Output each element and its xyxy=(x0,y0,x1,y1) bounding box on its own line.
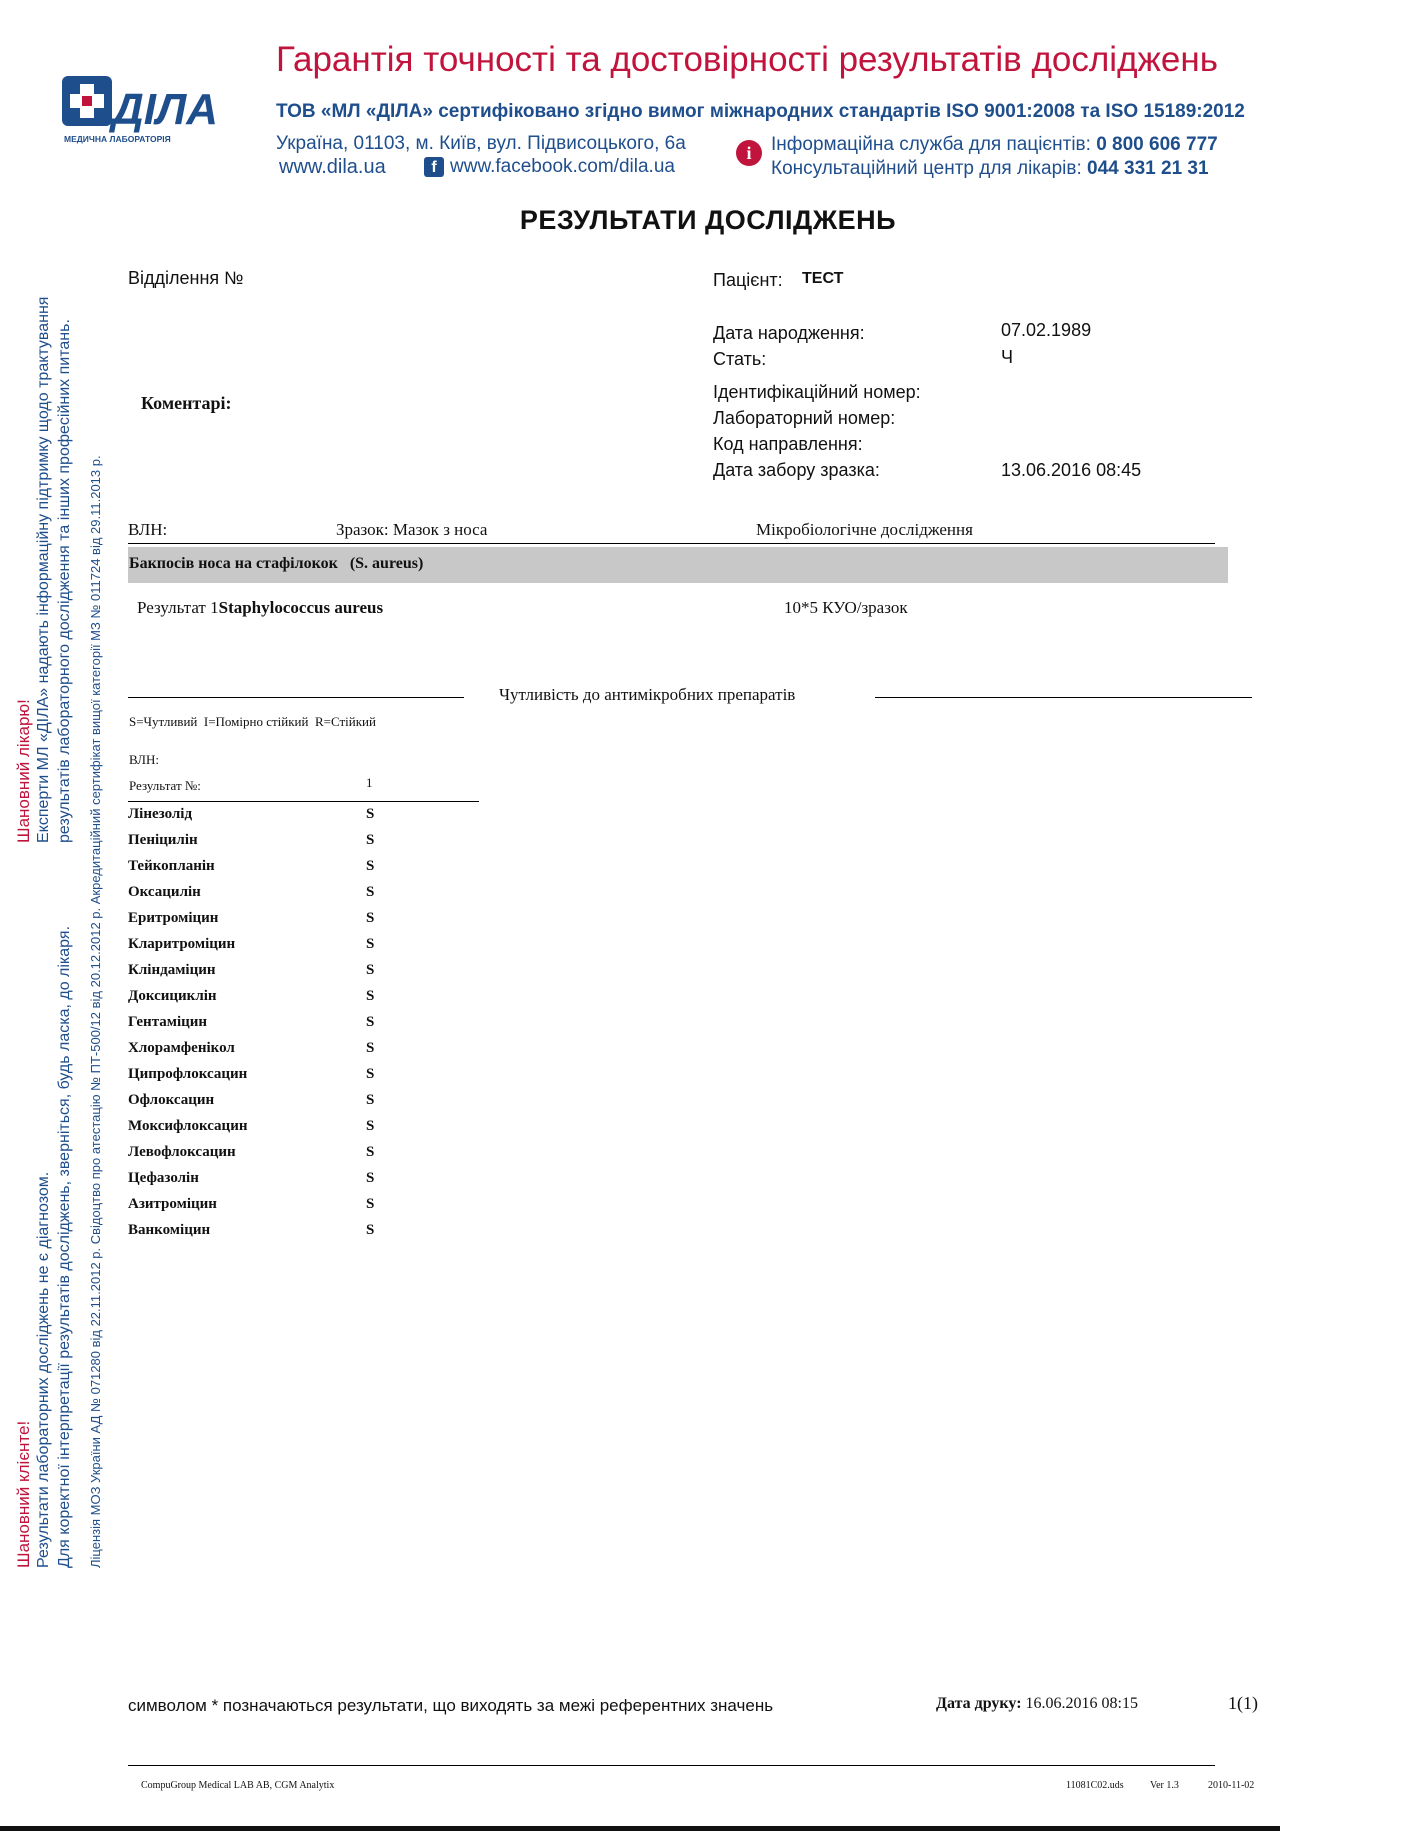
side-doctor-line1: Експерти МЛ «ДІЛА» надають інформаційну підтримку щодо трактування xyxy=(35,296,52,843)
footer-version-date: 2010-11-02 xyxy=(1208,1780,1255,1791)
specimen: Зразок: Мазок з носа xyxy=(336,520,488,539)
antibiotic-name: Хлорамфенікол xyxy=(128,1040,235,1056)
test-name-text: Бакпосів носа на стафілокок xyxy=(129,555,338,572)
info-service-label: Інформаційна служба для пацієнтів: xyxy=(771,134,1091,155)
footer-file: 11081C02.uds xyxy=(1066,1780,1124,1791)
website-link[interactable]: www.dila.ua xyxy=(279,156,386,178)
logo-subtitle: МЕДИЧНА ЛАБОРАТОРІЯ xyxy=(64,134,171,144)
antibiotic-name: Гентаміцин xyxy=(128,1014,208,1030)
antibiotic-name: Еритроміцин xyxy=(128,910,219,926)
antibiotic-value: S xyxy=(366,1196,375,1212)
antibiotic-row xyxy=(0,881,500,907)
address-line: Україна, 01103, м. Київ, вул. Підвисоцького, 6а xyxy=(276,133,686,154)
antibiotic-name: Лінезолід xyxy=(128,806,193,822)
antibiotic-name: Цефазолін xyxy=(128,1170,199,1186)
footer-version: Ver 1.3 xyxy=(1150,1780,1179,1791)
antibiotic-value: S xyxy=(366,884,375,900)
result-number-label: Результат №: xyxy=(129,778,201,793)
info-service-phone: 0 800 606 777 xyxy=(1096,134,1218,155)
side-doctor-title: Шановний лікарю! xyxy=(14,699,33,843)
sample-date-label: Дата забору зразка: xyxy=(713,460,880,480)
antibiotic-row xyxy=(0,1141,500,1167)
antibiotic-value: S xyxy=(366,1222,375,1238)
antibiotic-row xyxy=(0,1115,500,1141)
test-organism: (S. aureus) xyxy=(349,555,424,572)
antibiotic-row xyxy=(0,1219,500,1245)
antibiotic-row xyxy=(0,1089,500,1115)
contact-info xyxy=(771,133,1218,181)
sensitivity-line-right xyxy=(875,697,1252,698)
patient-label: Пацієнт: xyxy=(713,270,783,290)
sensitivity-heading: Чутливість до антимікробних препаратів xyxy=(499,685,796,704)
test-name xyxy=(129,555,423,573)
sex-label: Стать: xyxy=(713,349,767,369)
side-doctor-line2: результатів лабораторного дослідження та інших професійних питань. xyxy=(56,319,73,843)
antibiotic-value: S xyxy=(366,1040,375,1056)
referral-code-label: Код направлення: xyxy=(713,434,863,454)
footer-note: символом * позначаються результати, що виходять за межі референтних значень xyxy=(128,1696,774,1715)
antibiotic-name: Ципрофлоксацин xyxy=(128,1066,248,1082)
antibiotic-value: S xyxy=(366,1170,375,1186)
comments-label: Коментарі: xyxy=(141,393,232,413)
lab-number-label: Лабораторний номер: xyxy=(713,408,896,428)
antibiotic-value: S xyxy=(366,832,375,848)
antibiotic-row xyxy=(0,1037,500,1063)
side-client-title: Шановний клієнте! xyxy=(14,1420,33,1568)
antibiotic-row xyxy=(0,985,500,1011)
consult-center-label: Консультаційний центр для лікарів: xyxy=(771,158,1082,179)
facebook-icon: f xyxy=(424,157,444,177)
result-organism: Staphylococcus aureus xyxy=(218,598,384,617)
antibiotic-value: S xyxy=(366,936,375,952)
antibiotic-row xyxy=(0,803,500,829)
antibiotic-name: Доксициклін xyxy=(128,988,217,1004)
antibiotic-row xyxy=(0,933,500,959)
sensitivity-line-left xyxy=(128,697,464,698)
facebook-url: www.facebook.com/dila.ua xyxy=(450,156,675,177)
side-client-line2: Для коректної інтерпретації результатів досліджень, зверніться, будь ласка, до лікаря. xyxy=(56,925,73,1568)
sample-date-value: 13.06.2016 08:45 xyxy=(1001,460,1142,480)
antibiotic-name: Кларитроміцин xyxy=(128,936,236,952)
side-license-line: Ліцензія МОЗ України АД № 071280 від 22.11.2012 р. Свідоцтво про атестацію № ПТ-500/12 від 20.12.2012 р. Акредитаційний сертифікат вищої категорії МЗ № 011724 від 29.11.2013 р. xyxy=(88,455,103,1568)
print-date xyxy=(936,1695,1138,1713)
antibiotic-row xyxy=(0,1193,500,1219)
antibiotic-name: Пеніцилін xyxy=(128,832,198,848)
antibiotic-value: S xyxy=(366,1066,375,1082)
side-client-line1: Результати лабораторних досліджень не є діагнозом. xyxy=(35,1171,52,1568)
info-icon: i xyxy=(736,140,762,166)
antibiotic-name: Офлоксацин xyxy=(128,1092,215,1108)
antibiotic-name: Моксифлоксацин xyxy=(128,1118,248,1134)
antibiotic-value: S xyxy=(366,1118,375,1134)
print-date-label: Дата друку: xyxy=(936,1695,1022,1712)
antibiotic-row xyxy=(0,855,500,881)
antibiotic-value: S xyxy=(366,962,375,978)
antibiotic-row xyxy=(0,1167,500,1193)
antibiotic-row xyxy=(0,1011,500,1037)
department-label: Відділення № xyxy=(128,268,244,288)
antibiotic-row xyxy=(0,829,500,855)
antibiotic-value: S xyxy=(366,1092,375,1108)
header-title: Гарантія точності та достовірності результатів досліджень xyxy=(276,40,1218,79)
antibiotic-row xyxy=(0,959,500,985)
logo-graphic xyxy=(60,66,219,146)
antibiotic-row xyxy=(0,1063,500,1089)
antibiotic-value: S xyxy=(366,858,375,874)
antibiotic-name: Тейкопланін xyxy=(128,858,215,874)
result-number: 1 xyxy=(366,775,373,790)
antibiotic-value: S xyxy=(366,910,375,926)
antibiotic-value: S xyxy=(366,806,375,822)
dila-logo xyxy=(60,66,219,146)
footer-divider xyxy=(128,1765,1215,1766)
vendor-line: CompuGroup Medical LAB AB, CGM Analytix xyxy=(141,1780,335,1791)
result-value: 10*5 КУО/зразок xyxy=(784,598,908,617)
result-line xyxy=(137,598,383,618)
antibiotic-name: Оксацилін xyxy=(128,884,201,900)
sex-value: Ч xyxy=(1001,347,1013,367)
page-number: 1(1) xyxy=(1228,1693,1258,1713)
logo-text: ДІЛА xyxy=(112,85,219,134)
antibiotics-header-line xyxy=(128,801,479,802)
page-bottom-border xyxy=(0,1826,1280,1831)
patient-name: ТЕСТ xyxy=(802,270,844,287)
dob-label: Дата народження: xyxy=(713,323,865,343)
sensitivity-legend: S=Чутливий I=Помірно стійкий R=Стійкий xyxy=(129,714,376,729)
document-title: РЕЗУЛЬТАТИ ДОСЛІДЖЕНЬ xyxy=(519,205,897,235)
study-type: Мікробіологічне дослідження xyxy=(756,520,973,539)
consult-center-phone: 044 331 21 31 xyxy=(1087,158,1209,179)
sensitivity-vln-label: ВЛН: xyxy=(129,752,159,767)
print-date-value: 16.06.2016 08:15 xyxy=(1025,1695,1138,1712)
antibiotic-row xyxy=(0,907,500,933)
antibiotic-name: Ванкоміцин xyxy=(128,1222,211,1238)
facebook-link[interactable] xyxy=(424,156,675,178)
antibiotic-name: Азитроміцин xyxy=(128,1196,217,1212)
antibiotic-name: Левофлоксацин xyxy=(128,1144,236,1160)
dob-value: 07.02.1989 xyxy=(1001,320,1092,340)
antibiotic-name: Кліндаміцин xyxy=(128,962,216,978)
result-prefix: Результат 1 xyxy=(137,598,219,617)
vln-label: ВЛН: xyxy=(128,520,168,539)
id-number-label: Ідентифікаційний номер: xyxy=(713,382,921,402)
certification-line: ТОВ «МЛ «ДІЛА» сертифіковано згідно вимог міжнародних стандартів ISO 9001:2008 та ISO 15189:2012 xyxy=(276,101,1245,122)
sample-divider xyxy=(128,543,1215,544)
antibiotic-value: S xyxy=(366,988,375,1004)
antibiotic-value: S xyxy=(366,1144,375,1160)
antibiotic-value: S xyxy=(366,1014,375,1030)
